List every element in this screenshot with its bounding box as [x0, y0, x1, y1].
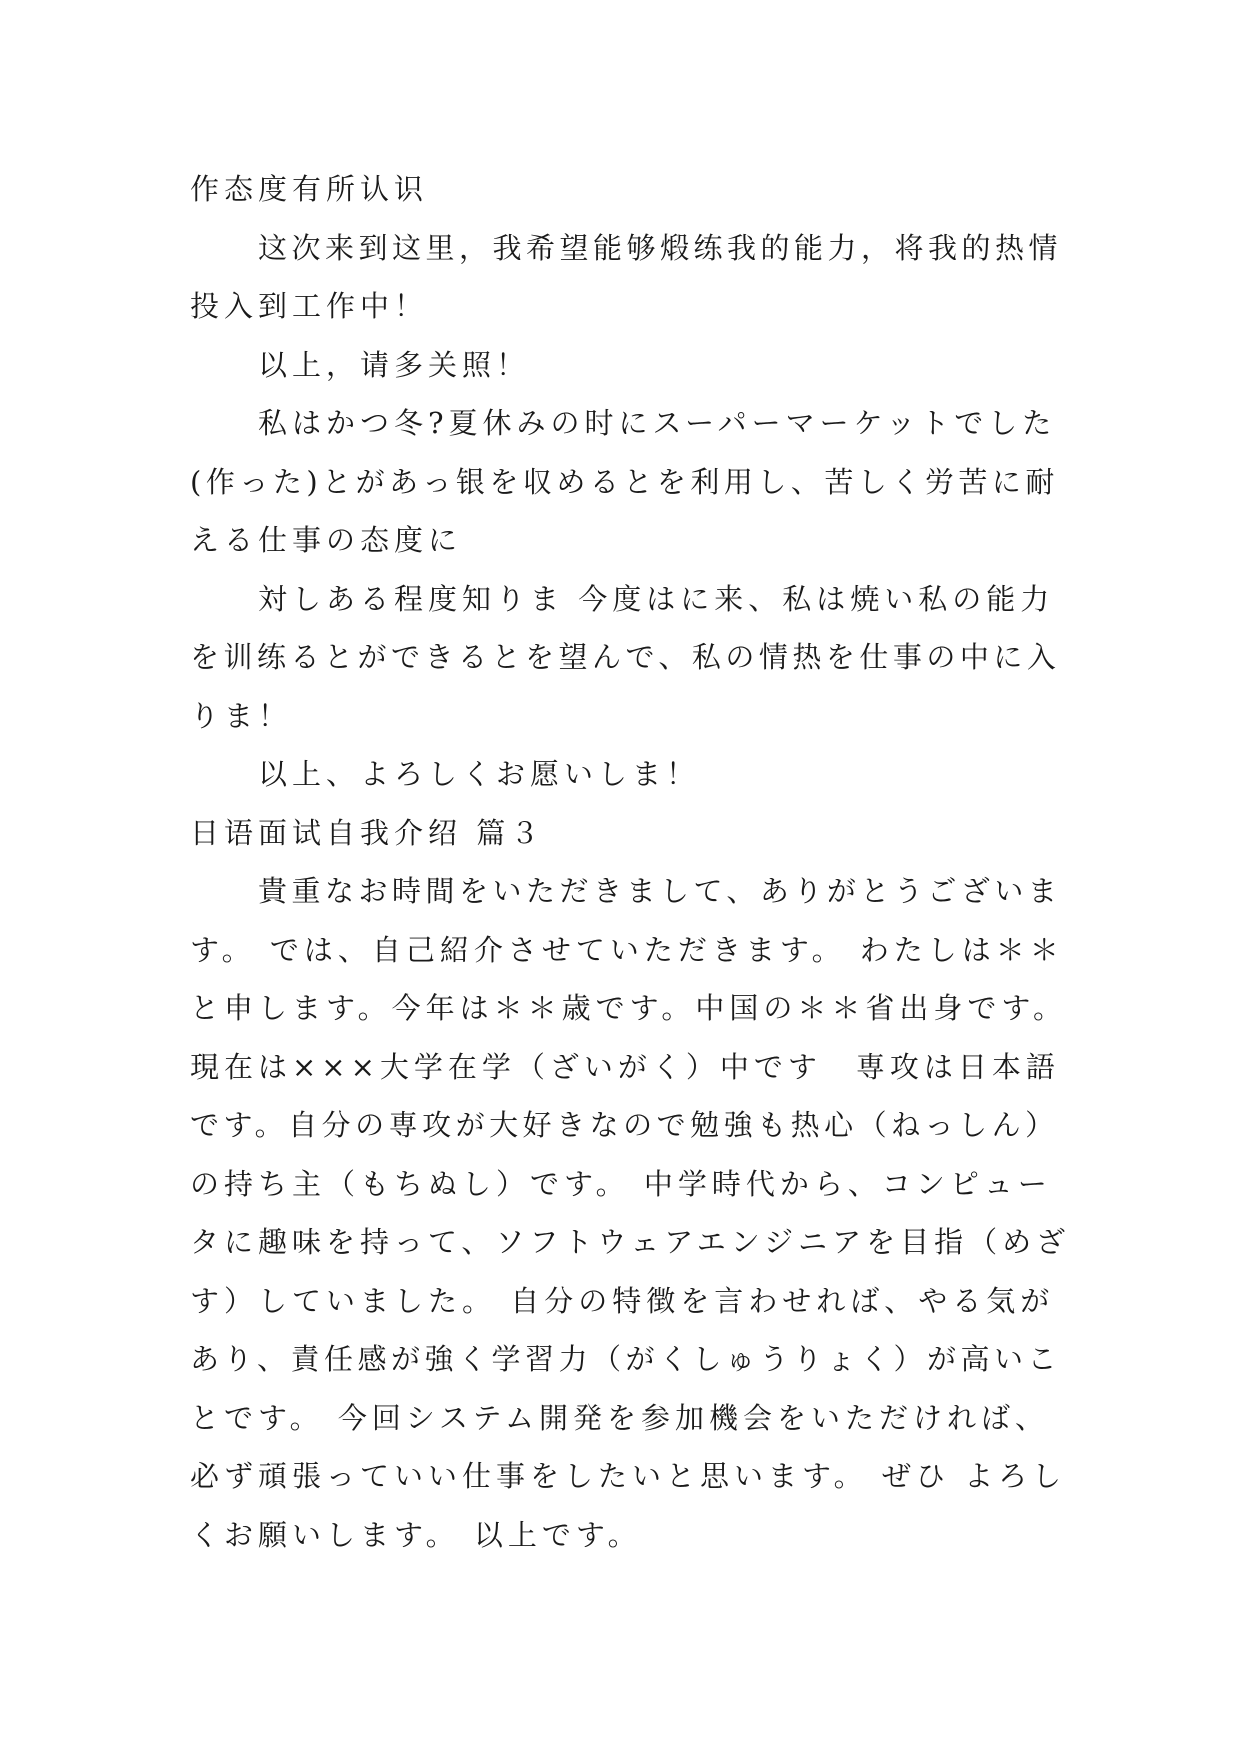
text-line: 現在は×××大学在学（ざいがく）中です 専攻は日本語 — [190, 1049, 1060, 1084]
text-line: あり、責任感が強く学習力（がくしゅうりょく）が高いこ — [190, 1342, 1062, 1376]
text-line: 貴重なお時間をいただきまして、ありがとうございま — [258, 874, 1062, 908]
text-line: 対しある程度知りま 今度はに来、私は焼い私の能力 — [258, 581, 1055, 616]
text-line: 必ず頑張っていい仕事をしたいと思います。 ぜひ よろし — [190, 1459, 1067, 1493]
text-line: す）していました。 自分の特徴を言わせれば、やる気が — [190, 1283, 1055, 1318]
text-line: りま！ — [190, 698, 293, 733]
text-line: タに趣味を持って、ソフトウェアエンジニアを目指（めざ — [190, 1225, 1071, 1259]
text-line: を训练るとができるとを望んで、私の情热を仕事の中に入 — [190, 640, 1061, 674]
text-line: 日语面试自我介绍 篇３ — [190, 815, 545, 850]
text-line: 作态度有所认识 — [190, 172, 429, 206]
document-body — [190, 160, 1070, 1564]
text-line: す。 では、自己紹介させていただきます。 わたしは＊＊ — [190, 932, 1064, 967]
text-line: 私はかつ冬?夏休みの时にスーパーマーケットでした — [258, 406, 1057, 440]
text-line: くお願いします。 以上です。 — [190, 1517, 642, 1552]
text-line: 这次来到这里，我希望能够煅练我的能力，将我的热情 — [258, 230, 1063, 265]
text-line: 以上，请多关照！ — [258, 347, 531, 382]
text-line: とです。 今回システム開発を参加機会をいただければ、 — [190, 1400, 1049, 1435]
text-line: です。自分の専攻が大好きなので勉強も热心（ねっしん） — [190, 1108, 1059, 1142]
text-line: の持ち主（もちぬし）です。 中学時代から、コンピュー — [190, 1166, 1052, 1201]
text-line: 以上、よろしくお愿いしま！ — [258, 757, 701, 791]
text-line: と申します。今年は＊＊歳です。中国の＊＊省出身です。 — [190, 991, 1068, 1025]
text-line: (作った)とがあっ银を収めるとを利用し、苦しく労苦に耐 — [190, 464, 1059, 499]
text-line: える仕事の态度に — [190, 523, 463, 557]
text-line: 投入到工作中！ — [190, 289, 429, 323]
